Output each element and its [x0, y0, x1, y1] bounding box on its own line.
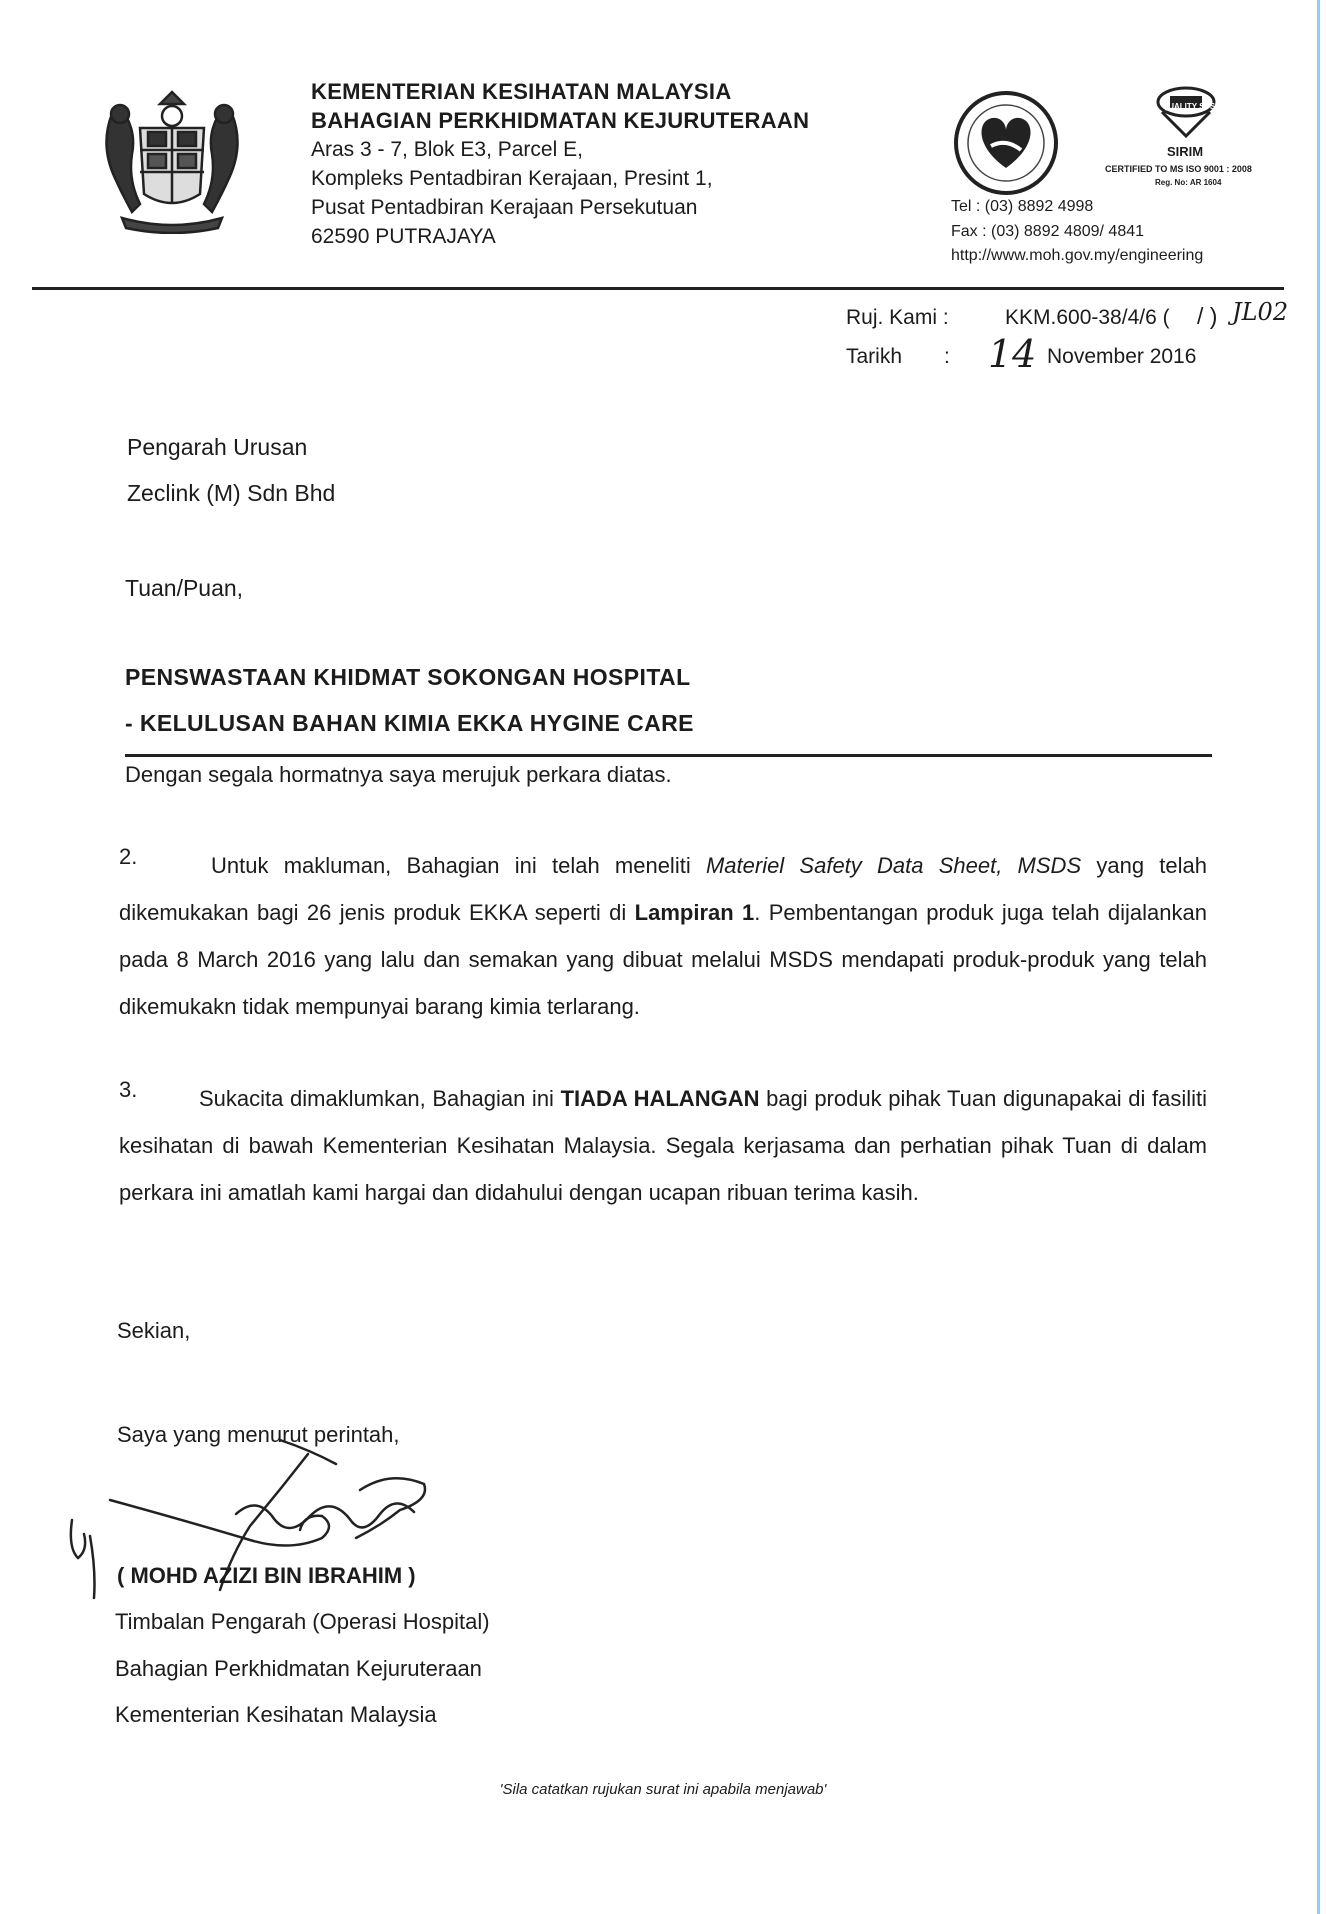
address-line: Kompleks Pentadbiran Kerajaan, Presint 1, — [311, 167, 713, 190]
signoff: Saya yang menurut perintah, — [117, 1422, 400, 1447]
sirim-label: SIRIM — [1167, 144, 1204, 159]
msds-term: Materiel Safety Data Sheet, MSDS — [705, 853, 1082, 878]
signatory-name: ( MOHD AZIZI BIN IBRAHIM ) — [117, 1563, 416, 1588]
tarikh-label: Tarikh — [846, 345, 903, 368]
tel-number: Tel : (03) 8892 4998 — [951, 198, 1094, 215]
website-link[interactable]: http://www.moh.gov.my/engineering — [951, 247, 1204, 264]
para3-number: 3. — [119, 1077, 138, 1102]
para2-text: Untuk makluman, Bahagian ini telah meneliti Materiel Safety Data Sheet, MSDS yang telah dikemukakan bagi 26 jenis produk EKKA seperti di Lampiran 1. Pembentangan produk juga telah dijalankan pada 8 March 2016 yang lalu dan semakan yang dibuat melalui MSDS mendapati produk-produk yang telah dikemukakn tidak mempunyai barang kimia terlarang. — [119, 853, 1208, 1019]
subject-line2: - KELULUSAN BAHAN KIMIA EKKA HYGINE CARE — [125, 710, 694, 736]
para2-number: 2. — [119, 844, 138, 869]
ruj-handwritten-suffix: JL02 — [1232, 298, 1289, 326]
address-line: Pusat Pentadbiran Kerajaan Persekutuan — [311, 196, 698, 219]
quality-badge: QUALITY SYSTEM — [1162, 102, 1233, 111]
tarikh-value: November 2016 — [1047, 345, 1197, 368]
subject-line1: PENSWASTAAN KHIDMAT SOKONGAN HOSPITAL — [125, 664, 691, 690]
subject-underline — [125, 754, 1212, 757]
page-edge-line — [1317, 0, 1320, 1914]
sirim-cert: CERTIFIED TO MS ISO 9001 : 2008 — [1105, 164, 1252, 174]
ruj-handwritten: / ) — [1197, 303, 1218, 329]
tarikh-day: 14 — [988, 332, 1037, 376]
sirim-reg: Reg. No: AR 1604 — [1155, 178, 1222, 187]
closing: Sekian, — [117, 1318, 191, 1343]
footer-note: 'Sila catatkan rujukan surat ini apabila menjawab' — [499, 1781, 827, 1798]
recipient-title: Pengarah Urusan — [127, 434, 308, 460]
org-name: KEMENTERIAN KESIHATAN MALAYSIA — [311, 79, 732, 104]
para3-text: Sukacita dimaklumkan, Bahagian ini TIADA HALANGAN bagi produk pihak Tuan digunapakai di fasiliti kesihatan di bawah Kementerian Kesihatan Malaysia. Segala kerjasama dan perhatian pihak Tuan di dalam perkara ini amatlah kami hargai dan didahului dengan ucapan ribuan terima kasih. — [119, 1086, 1208, 1205]
signatory-position: Timbalan Pengarah (Operasi Hospital) — [115, 1609, 490, 1634]
address-line: Aras 3 - 7, Blok E3, Parcel E, — [311, 138, 583, 161]
ruj-value: KKM.600-38/4/6 ( — [1005, 306, 1170, 329]
header-divider — [32, 287, 1284, 290]
salutation: Tuan/Puan, — [125, 575, 244, 601]
intro-text: Dengan segala hormatnya saya merujuk perkara diatas. — [125, 762, 672, 787]
ruj-label: Ruj. Kami : — [846, 306, 949, 329]
recipient-company: Zeclink (M) Sdn Bhd — [127, 480, 336, 506]
address-line: 62590 PUTRAJAYA — [311, 225, 496, 248]
lampiran-ref: Lampiran 1 — [634, 900, 755, 925]
tarikh-colon: : — [944, 345, 950, 368]
health-logo-icon — [951, 88, 1061, 198]
signatory-division: Bahagian Perkhidmatan Kejuruteraan — [115, 1656, 482, 1681]
tiada-halangan: TIADA HALANGAN — [560, 1086, 760, 1111]
malaysia-coat-of-arms-icon — [92, 84, 252, 234]
fax-number: Fax : (03) 8892 4809/ 4841 — [951, 223, 1145, 240]
signatory-ministry: Kementerian Kesihatan Malaysia — [115, 1702, 437, 1727]
division-name: BAHAGIAN PERKHIDMATAN KEJURUTERAAN — [311, 108, 810, 133]
